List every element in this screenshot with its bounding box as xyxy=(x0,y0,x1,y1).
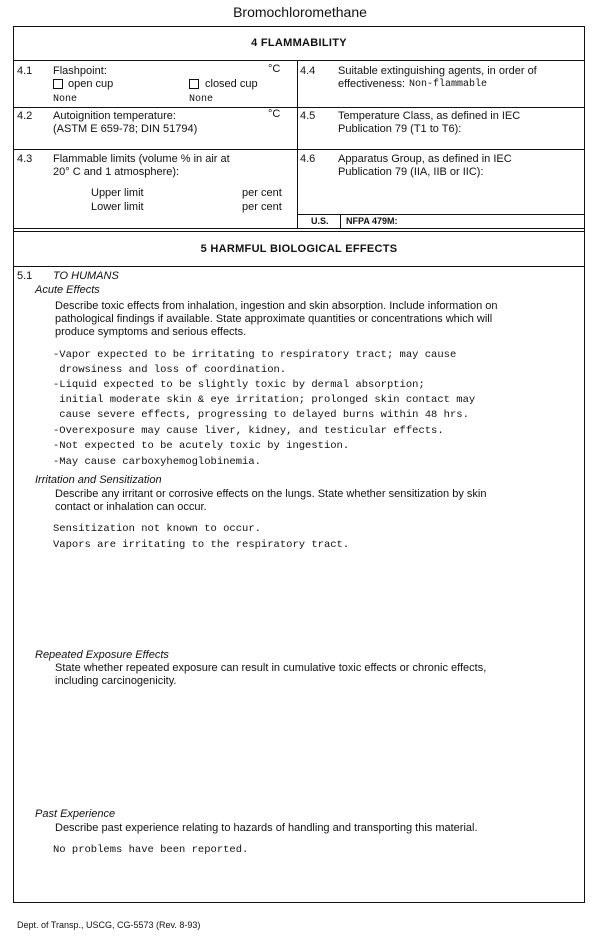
temperature-class-line2: Publication 79 (T1 to T6): xyxy=(338,123,462,135)
acute-instruction-3: produce symptoms and serious effects. xyxy=(55,326,247,338)
acute-effect-line: cause severe effects, progressing to delayed burns within 48 hrs. xyxy=(53,409,469,421)
field-4-1-number: 4.1 xyxy=(17,65,33,77)
flashpoint-label: Flashpoint: xyxy=(53,65,107,77)
acute-effect-line: -Overexposure may cause liver, kidney, and testicular effects. xyxy=(53,425,444,437)
lower-limit-unit: per cent xyxy=(242,201,282,213)
open-cup-checkbox[interactable] xyxy=(53,79,63,89)
repeated-exposure-heading: Repeated Exposure Effects xyxy=(35,649,169,661)
us-label: U.S. xyxy=(311,216,329,226)
acute-effect-line: drowsiness and loss of coordination. xyxy=(53,364,287,376)
acute-instruction-1: Describe toxic effects from inhalation, ingestion and skin absorption. Include information on xyxy=(55,300,498,312)
closed-cup-label: closed cup xyxy=(205,78,258,90)
acute-effect-line: -May cause carboxyhemoglobinemia. xyxy=(53,456,261,468)
acute-effect-line: -Vapor expected to be irritating to respiratory tract; may cause xyxy=(53,349,457,361)
column-divider xyxy=(297,60,298,228)
irritation-line: Vapors are irritating to the respiratory tract. xyxy=(53,539,350,551)
form-footer: Dept. of Transp., USCG, CG-5573 (Rev. 8-93) xyxy=(17,920,201,930)
temperature-class-line1: Temperature Class, as defined in IEC xyxy=(338,110,521,122)
open-cup-label: open cup xyxy=(68,78,114,90)
upper-limit-unit: per cent xyxy=(242,187,282,199)
acute-instruction-2: pathological findings if available. State approximate quantities or concentrations which will xyxy=(55,313,493,325)
irritation-instruction-2: contact or inhalation can occur. xyxy=(55,501,207,513)
extinguishing-label-line1: Suitable extinguishing agents, in order of xyxy=(338,65,537,77)
upper-limit-label: Upper limit xyxy=(91,187,144,199)
irritation-line: Sensitization not known to occur. xyxy=(53,523,261,535)
divider xyxy=(13,228,585,229)
field-5-1-number: 5.1 xyxy=(17,270,33,282)
flashpoint-unit: °C xyxy=(268,63,281,75)
extinguishing-label-line2: effectiveness: xyxy=(338,78,406,90)
repeated-instruction-1: State whether repeated exposure can result in cumulative toxic effects or chronic effects, xyxy=(55,662,487,674)
autoignition-unit: °C xyxy=(268,108,281,120)
closed-cup-checkbox[interactable] xyxy=(189,79,199,89)
divider xyxy=(13,266,585,267)
acute-effect-line: -Liquid expected to be slightly toxic by dermal absorption; xyxy=(53,379,425,391)
section-5-heading: 5 HARMFUL BIOLOGICAL EFFECTS xyxy=(200,243,398,255)
divider xyxy=(13,107,585,108)
past-experience-instruction: Describe past experience relating to hazards of handling and transporting this material. xyxy=(55,822,478,834)
nfpa-label: NFPA 479M: xyxy=(346,216,398,226)
autoignition-label: Autoignition temperature: xyxy=(53,110,176,122)
to-humans-heading: TO HUMANS xyxy=(53,270,119,282)
autoignition-standard: (ASTM E 659-78; DIN 51794) xyxy=(53,123,198,135)
apparatus-group-line2: Publication 79 (IIA, IIB or IIC): xyxy=(338,166,484,178)
flammable-limits-line1: Flammable limits (volume % in air at xyxy=(53,153,230,165)
irritation-heading: Irritation and Sensitization xyxy=(35,474,162,486)
divider xyxy=(13,60,585,61)
acute-effect-line: initial moderate skin & eye irritation; prolonged skin contact may xyxy=(53,394,476,406)
extinguishing-value: Non-flammable xyxy=(409,79,488,90)
document-title: Bromochloromethane xyxy=(233,4,367,20)
field-4-4-number: 4.4 xyxy=(300,65,316,77)
open-cup-value: None xyxy=(53,94,78,105)
field-4-6-number: 4.6 xyxy=(300,153,316,165)
repeated-instruction-2: including carcinogenicity. xyxy=(55,675,177,687)
irritation-instruction-1: Describe any irritant or corrosive effects on the lungs. State whether sensitization by skin xyxy=(55,488,487,500)
flammable-limits-line2: 20° C and 1 atmosphere): xyxy=(53,166,180,178)
past-experience-value: No problems have been reported. xyxy=(53,844,249,856)
field-4-3-number: 4.3 xyxy=(17,153,33,165)
past-experience-heading: Past Experience xyxy=(35,808,116,820)
field-4-5-number: 4.5 xyxy=(300,110,316,122)
field-4-2-number: 4.2 xyxy=(17,110,33,122)
acute-effects-heading: Acute Effects xyxy=(35,284,100,296)
divider xyxy=(13,149,585,150)
lower-limit-label: Lower limit xyxy=(91,201,144,213)
divider xyxy=(13,231,585,232)
column-divider xyxy=(340,214,341,228)
closed-cup-value: None xyxy=(189,94,214,105)
acute-effect-line: -Not expected to be acutely toxic by ingestion. xyxy=(53,440,350,452)
apparatus-group-line1: Apparatus Group, as defined in IEC xyxy=(338,153,512,165)
section-4-heading: 4 FLAMMABILITY xyxy=(251,37,347,49)
